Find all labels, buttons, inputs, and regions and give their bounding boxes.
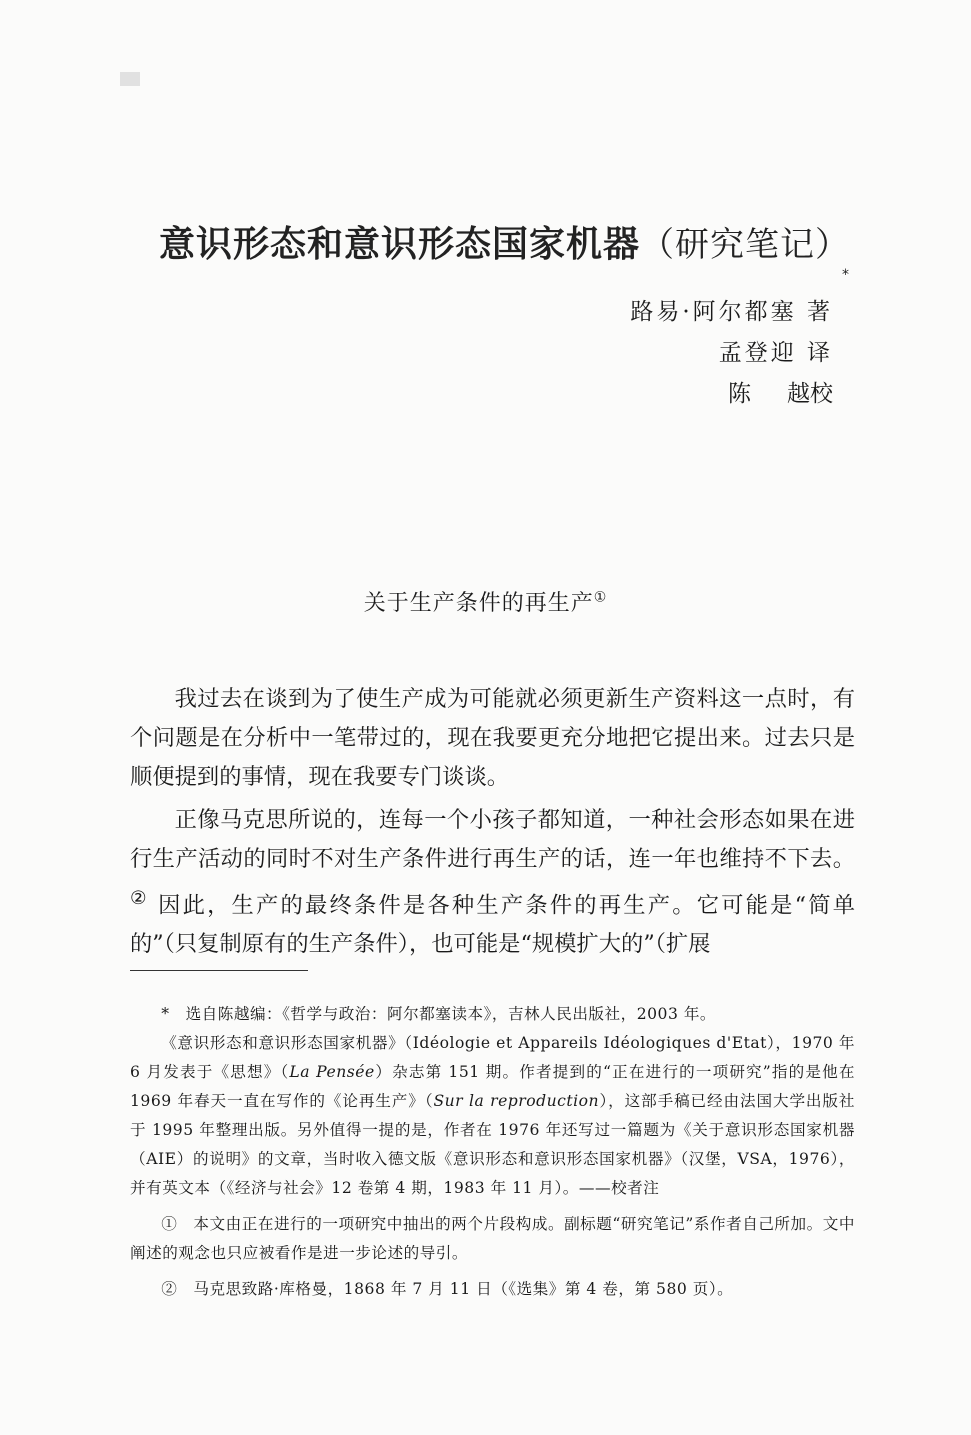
translator-credit: 孟登迎 译 bbox=[718, 340, 833, 366]
proofreader-credit bbox=[630, 374, 833, 415]
title-main: 意识形态和意识形态国家机器 bbox=[158, 224, 640, 265]
paragraph-2-part-a: 正像马克思所说的，连每一个小孩子都知道，一种社会形态如果在进行生产活动的同时不对生产条件进行再生产的话，连一年也维持不下去。 bbox=[130, 807, 855, 872]
paragraph-2 bbox=[130, 801, 855, 964]
title-footnote-marker: * bbox=[842, 267, 850, 283]
footnote-star-detail bbox=[130, 1029, 855, 1203]
note-detail-part-b: ）杂志第 151 期。作者提到的“正在进行的一项研究”指的是他在 1969 年春天一直在写作的《论再生产》（ bbox=[130, 1063, 855, 1110]
title-subtitle: （研究笔记） bbox=[640, 225, 850, 265]
paragraph-1: 我过去在谈到为了使生产成为可能就必须更新生产资料这一点时，有个问题是在分析中一笔带过的，现在我要更充分地把它提出来。过去只是顺便提到的事情，现在我要专门谈谈。 bbox=[130, 686, 855, 790]
footnotes bbox=[130, 1000, 855, 1304]
body-text bbox=[130, 680, 855, 968]
proofreader-name-rest: 越校 bbox=[787, 381, 833, 407]
author-credit: 路易·阿尔都塞 著 bbox=[630, 299, 833, 325]
paragraph-2-part-b: 因此，生产的最终条件是各种生产条件的再生产。它可能是“简单的”（只复制原有的生产条件），也可能是“规模扩大的”（扩展 bbox=[130, 892, 855, 958]
footnote-2: ② 马克思致路·库格曼，1868 年 7 月 11 日（《选集》第 4 卷，第 580 页）。 bbox=[161, 1280, 734, 1298]
proofreader-name-first: 陈 bbox=[728, 381, 751, 407]
footnote-ref-2: ② bbox=[130, 888, 149, 909]
note-detail-part-c: ），这部手稿已经由法国大学出版社于 1995 年整理出版。另外值得一提的是，作者在 1976 年还写过一篇题为《关于意识形态国家机器（AIE）的说明》的文章，当时收入德文版《意识形态和意识形态国家机器》（汉堡，VSA，1976），并有英文本（《经济与社会》12 卷第 4 期，1983 年 11 月）。——校者注 bbox=[130, 1092, 855, 1197]
footnote-star: * 选自陈越编：《哲学与政治：阿尔都塞读本》，吉林人民出版社，2003 年。 bbox=[161, 1005, 717, 1023]
section-title bbox=[0, 586, 971, 617]
scan-mark bbox=[120, 72, 140, 86]
note-journal-title: La Pensée bbox=[289, 1063, 375, 1081]
section-footnote-marker: ① bbox=[593, 589, 608, 606]
section-title-text: 关于生产条件的再生产 bbox=[363, 591, 594, 616]
footnote-1: ① 本文由正在进行的一项研究中抽出的两个片段构成。副标题“研究笔记”系作者自己所加。文中阐述的观念也只应被看作是进一步论述的导引。 bbox=[130, 1215, 855, 1262]
credits bbox=[630, 292, 833, 415]
note-detail-part-a: 《意识形态和意识形态国家机器》（Idéologie et Appareils Idéologiques d'Etat），1970 年 6 月发表于《思想》（ bbox=[130, 1034, 855, 1081]
note-book-title: Sur la reproduction bbox=[433, 1092, 600, 1110]
footnote-divider bbox=[130, 970, 308, 971]
